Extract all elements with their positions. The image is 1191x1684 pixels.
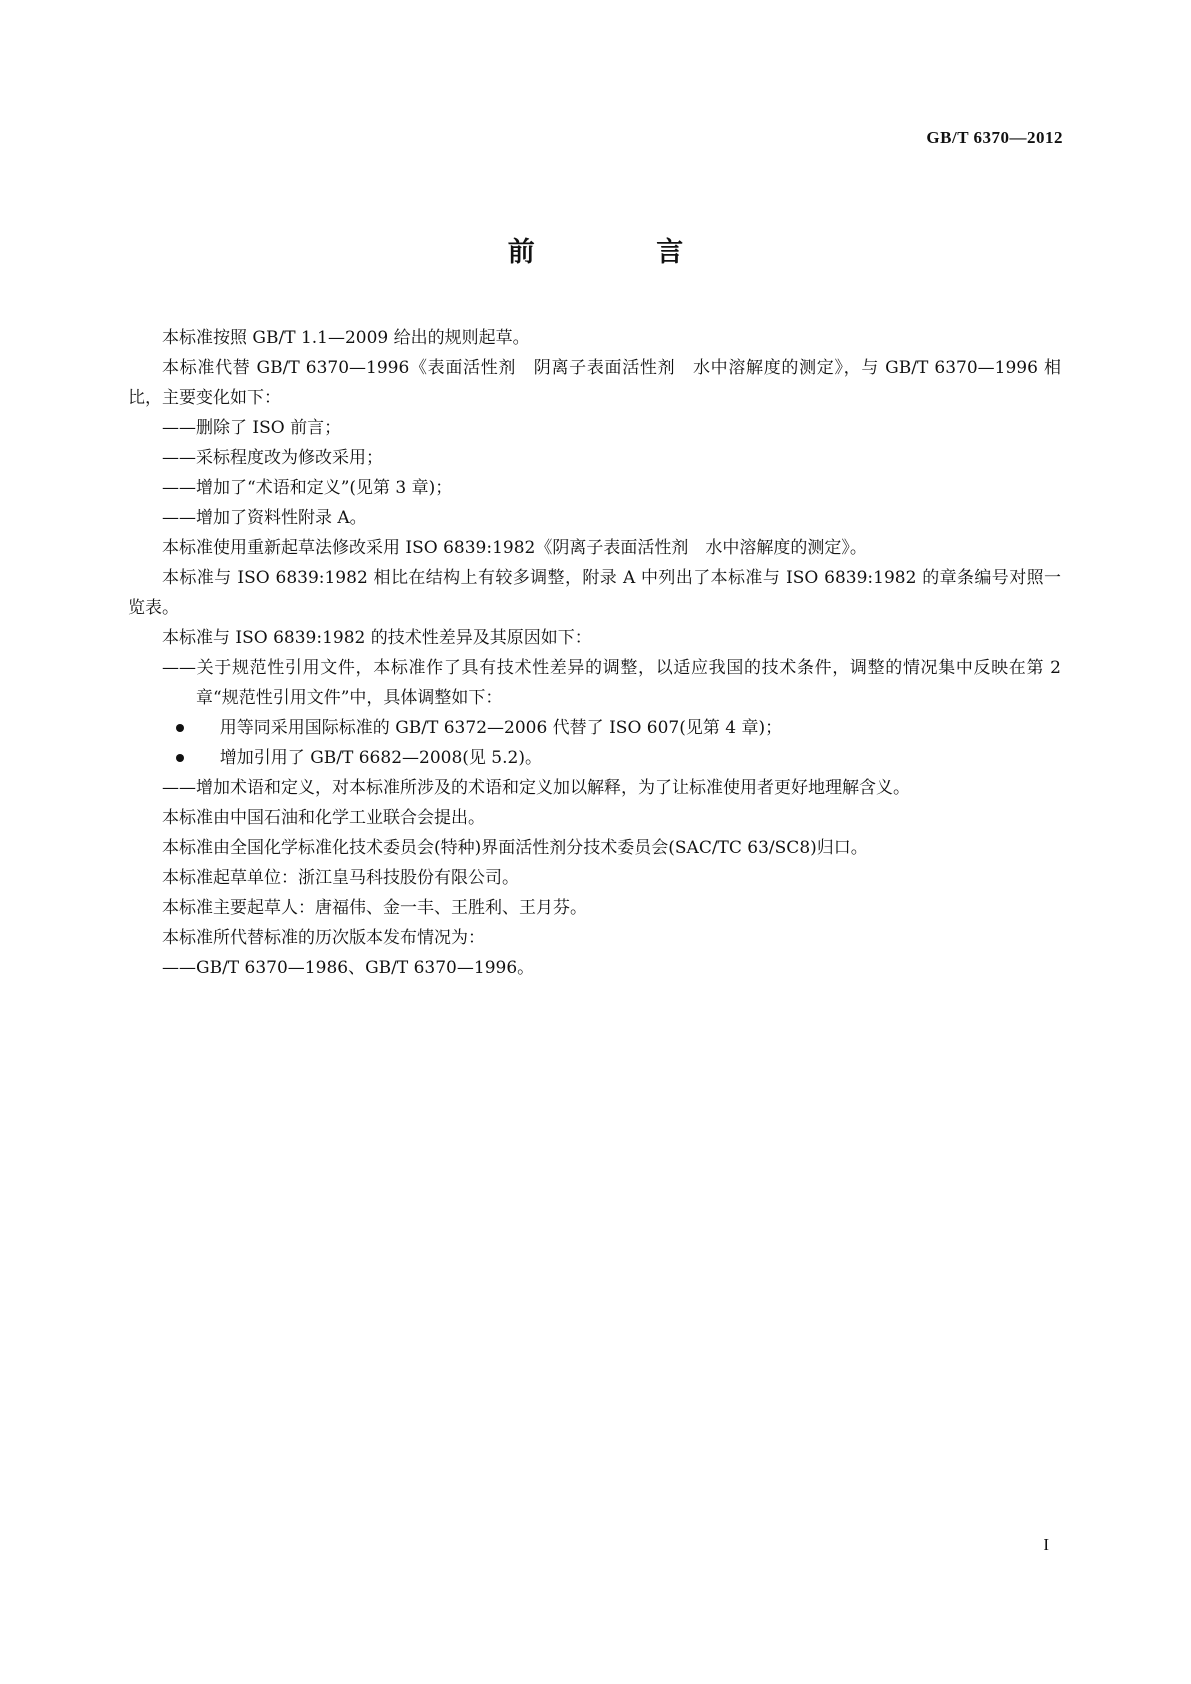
change-item-2: ——采标程度改为修改采用；: [162, 448, 383, 468]
paragraph-committee: 本标准由全国化学标准化技术委员会(特种)界面活性剂分技术委员会(SAC/TC 63/SC8)归口。: [162, 838, 868, 858]
bullet-icon: [176, 754, 184, 762]
change-item-3: ——增加了“术语和定义”(见第 3 章)；: [162, 478, 453, 498]
paragraph-drafting-unit: 本标准起草单位：浙江皇马科技股份有限公司。: [162, 868, 519, 888]
change-item-4: ——增加了资料性附录 A。: [162, 508, 367, 528]
bullet-icon: [176, 724, 184, 732]
bullet-item-1: [128, 713, 1061, 743]
paragraph-adoption: 本标准使用重新起草法修改采用 ISO 6839:1982《阴离子表面活性剂 水中溶解度的测定》。: [162, 538, 867, 558]
paragraph-structure: 本标准与 ISO 6839:1982 相比在结构上有较多调整，附录 A 中列出了本标准与 ISO 6839:1982 的章条编号对照一览表。: [128, 568, 1061, 618]
page-number: I: [1043, 1535, 1049, 1554]
paragraph-drafters: 本标准主要起草人：唐福伟、金一丰、王胜利、王月芬。: [162, 898, 587, 918]
change-item-1: ——删除了 ISO 前言；: [162, 418, 342, 438]
bullet-text-1: 用等同采用国际标准的 GB/T 6372—2006 代替了 ISO 607(见第 4 章)；: [219, 718, 783, 738]
paragraph-proposer: 本标准由中国石油和化学工业联合会提出。: [162, 808, 485, 828]
difference-item-1: ——关于规范性引用文件，本标准作了具有技术性差异的调整，以适应我国的技术条件，调整的情况集中反映在第 2 章“规范性引用文件”中，具体调整如下：: [162, 658, 1061, 708]
bullet-text-2: 增加引用了 GB/T 6682—2008(见 5.2)。: [219, 748, 542, 768]
difference-item-2: ——增加术语和定义，对本标准所涉及的术语和定义加以解释，为了让标准使用者更好地理解含义。: [162, 778, 910, 798]
foreword-body: [128, 323, 1061, 983]
paragraph-drafting-rules: 本标准按照 GB/T 1.1—2009 给出的规则起草。: [162, 328, 530, 348]
paragraph-history: 本标准所代替标准的历次版本发布情况为：: [162, 928, 485, 948]
page-title: 前 言: [507, 237, 740, 268]
history-item: ——GB/T 6370—1986、GB/T 6370—1996。: [162, 958, 535, 978]
bullet-item-2: [128, 743, 1061, 773]
standard-code: GB/T 6370—2012: [926, 128, 1063, 147]
paragraph-replacement: 本标准代替 GB/T 6370—1996《表面活性剂 阴离子表面活性剂 水中溶解度的测定》，与 GB/T 6370—1996 相比，主要变化如下：: [128, 358, 1061, 408]
paragraph-technical-differences: 本标准与 ISO 6839:1982 的技术性差异及其原因如下：: [162, 628, 592, 648]
